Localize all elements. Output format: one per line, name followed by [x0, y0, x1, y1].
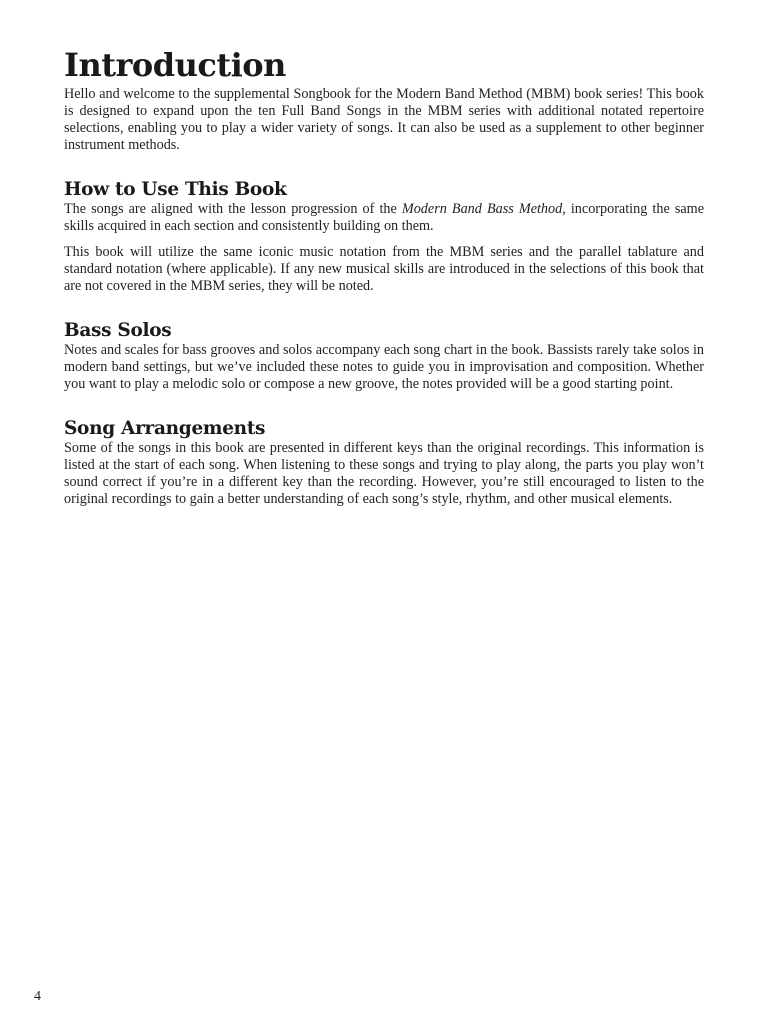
- page-title: Introduction: [64, 46, 286, 84]
- intro-paragraph: Hello and welcome to the supplemental Songbook for the Modern Band Method (MBM) book series! This book is designed to expand upon the ten Full Band Songs in the MBM series with additional notated repertoire selections, enabling you to play a wider variety of songs. It can also be used as a supplement to other beginner instrument methods.: [64, 86, 704, 153]
- section-how-to-use: [64, 179, 704, 295]
- how-to-use-paragraph-2: This book will utilize the same iconic music notation from the MBM series and the parallel tablature and standard notation (where applicable). If any new musical skills are introduced in the selections of this book that are not covered in the MBM series, they will be noted.: [64, 244, 704, 294]
- how-to-use-paragraph-1: [64, 201, 704, 235]
- section-song-arrangements: [64, 418, 704, 508]
- song-arrangements-paragraph: Some of the songs in this book are presented in different keys than the original recordings. This information is listed at the start of each song. When listening to these songs and trying to play along, the parts you play won’t sound correct if you’re in a different key than the recording. However, you’re still encouraged to listen to the original recordings to gain a better understanding of each song’s style, rhythm, and other musical elements.: [64, 440, 704, 507]
- page-number: 4: [34, 989, 41, 1004]
- method-title-italic: Modern Band Bass Method: [401, 201, 563, 217]
- section-heading-how-to-use: How to Use This Book: [64, 179, 287, 200]
- page-content: [64, 44, 704, 508]
- how-to-use-p1-before: The songs are aligned with the lesson progression of the: [64, 201, 402, 217]
- how-to-use-p1-after: , incorporating the same skills acquired in each section and consistently building on them.: [64, 201, 704, 234]
- section-heading-song-arrangements: Song Arrangements: [64, 418, 266, 439]
- bass-solos-paragraph: Notes and scales for bass grooves and solos accompany each song chart in the book. Bassists rarely take solos in modern band settings, but we’ve included these notes to guide you in improvisation and composition. Whether you want to play a melodic solo or compose a new groove, the notes provided will be a good starting point.: [64, 342, 704, 392]
- section-heading-bass-solos: Bass Solos: [64, 320, 172, 341]
- section-bass-solos: [64, 320, 704, 393]
